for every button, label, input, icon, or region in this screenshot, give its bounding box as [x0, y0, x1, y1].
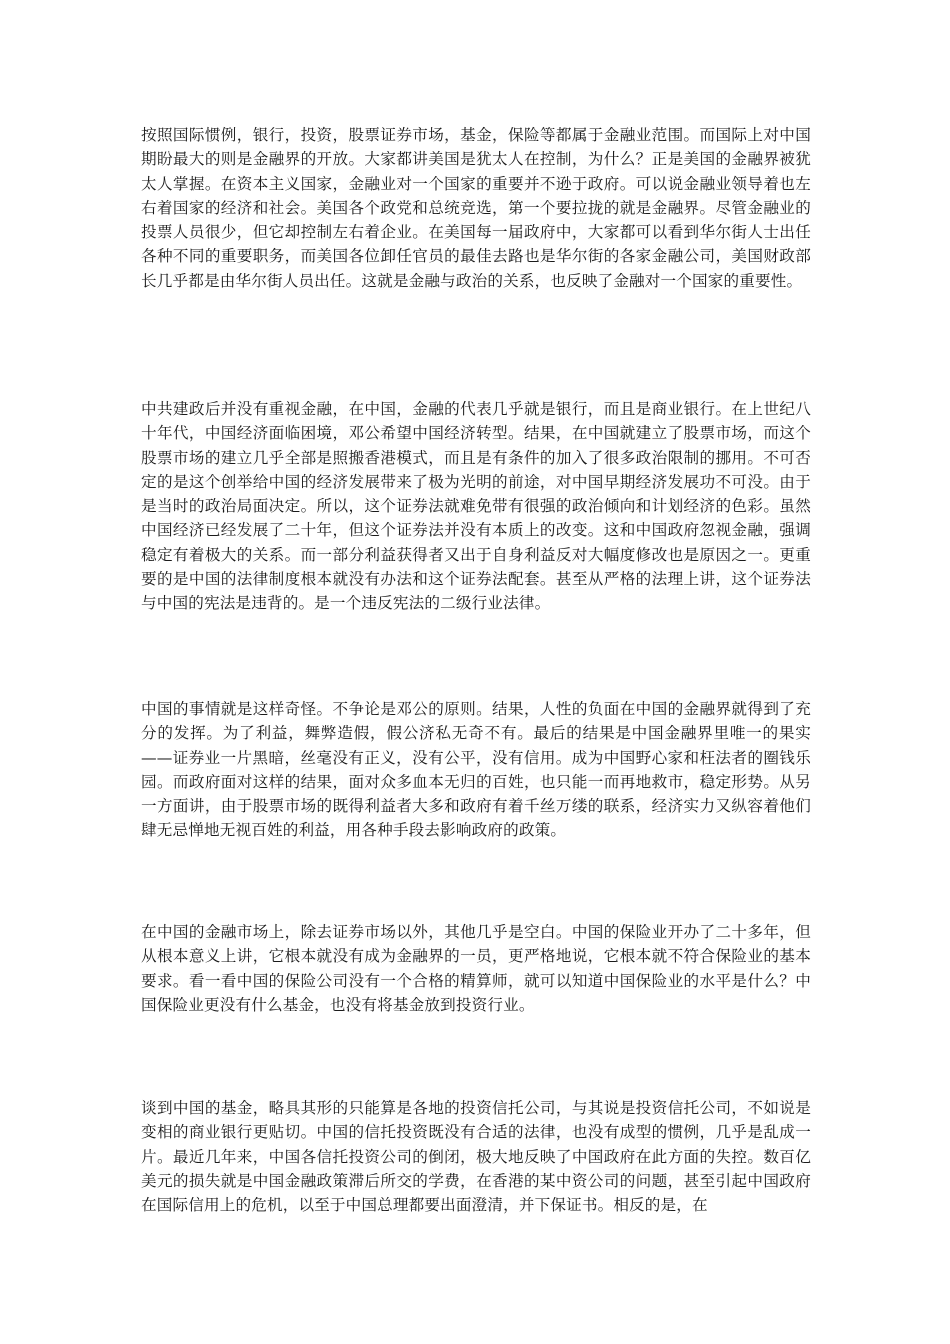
paragraph-4: 在中国的金融市场上，除去证券市场以外，其他几乎是空白。中国的保险业开办了二十多年，但从根本意义上讲，它根本就没有成为金融界的一员，更严格地说，它根本就不符合保险业的基本要求。看一看中国的保险公司没有一个合格的精算师，就可以知道中国保险业的水平是什么？中国保险业更没有什么基金，也没有将基金放到投资行业。	[141, 923, 811, 1014]
paragraph-1: 按照国际惯例，银行，投资，股票证券市场，基金，保险等都属于金融业范围。而国际上对中国期盼最大的则是金融界的开放。大家都讲美国是犹太人在控制，为什么？正是美国的金融界被犹太人掌握。在资本主义国家，金融业对一个国家的重要并不逊于政府。可以说金融业领导着也左右着国家的经济和社会。美国各个政党和总统竞选，第一个要拉拢的就是金融界。尽管金融业的投票人员很少，但它却控制左右着企业。在美国每一届政府中，大家都可以看到华尔街人士出任各种不同的重要职务，而美国各位卸任官员的最佳去路也是华尔街的各家金融公司，美国财政部长几乎都是由华尔街人员出任。这就是金融与政治的关系，也反映了金融对一个国家的重要性。	[141, 126, 811, 290]
paragraph-2: 中共建政后并没有重视金融，在中国，金融的代表几乎就是银行，而且是商业银行。在上世纪八十年代，中国经济面临困境，邓公希望中国经济转型。结果，在中国就建立了股票市场，而这个股票市场的建立几乎全部是照搬香港模式，而且是有条件的加入了很多政治限制的挪用。不可否定的是这个创举给中国的经济发展带来了极为光明的前途，对中国早期经济发展功不可没。由于是当时的政治局面决定。所以，这个证券法就难免带有很强的政治倾向和计划经济的色彩。虽然中国经济已经发展了二十年，但这个证券法并没有本质上的改变。这和中国政府忽视金融，强调稳定有着极大的关系。而一部分利益获得者又出于自身利益反对大幅度修改也是原因之一。更重要的是中国的法律制度根本就没有办法和这个证券法配套。甚至从严格的法理上讲，这个证券法与中国的宪法是违背的。是一个违反宪法的二级行业法律。	[141, 400, 811, 613]
paragraph-5: 谈到中国的基金，略具其形的只能算是各地的投资信托公司，与其说是投资信托公司，不如说是变相的商业银行更贴切。中国的信托投资既没有合适的法律，也没有成型的惯例，几乎是乱成一片。最近几年来，中国各信托投资公司的倒闭，极大地反映了中国政府在此方面的失控。数百亿美元的损失就是中国金融政策滞后所交的学费，在香港的某中资公司的问题，甚至引起中国政府在国际信用上的危机，以至于中国总理都要出面澄清，并下保证书。相反的是，在	[141, 1099, 811, 1215]
paragraph-3: 中国的事情就是这样奇怪。不争论是邓公的原则。结果，人性的负面在中国的金融界就得到了充分的发挥。为了利益，舞弊造假，假公济私无奇不有。最后的结果是中国金融界里唯一的果实——证券业一片黑暗，丝毫没有正义，没有公平，没有信用。成为中国野心家和枉法者的圈钱乐园。而政府面对这样的结果，面对众多血本无归的百姓，也只能一而再地救市，稳定形势。从另一方面讲，由于股票市场的既得利益者大多和政府有着千丝万缕的联系，经济实力又纵容着他们肆无忌惮地无视百姓的利益，用各种手段去影响政府的政策。	[141, 700, 811, 840]
